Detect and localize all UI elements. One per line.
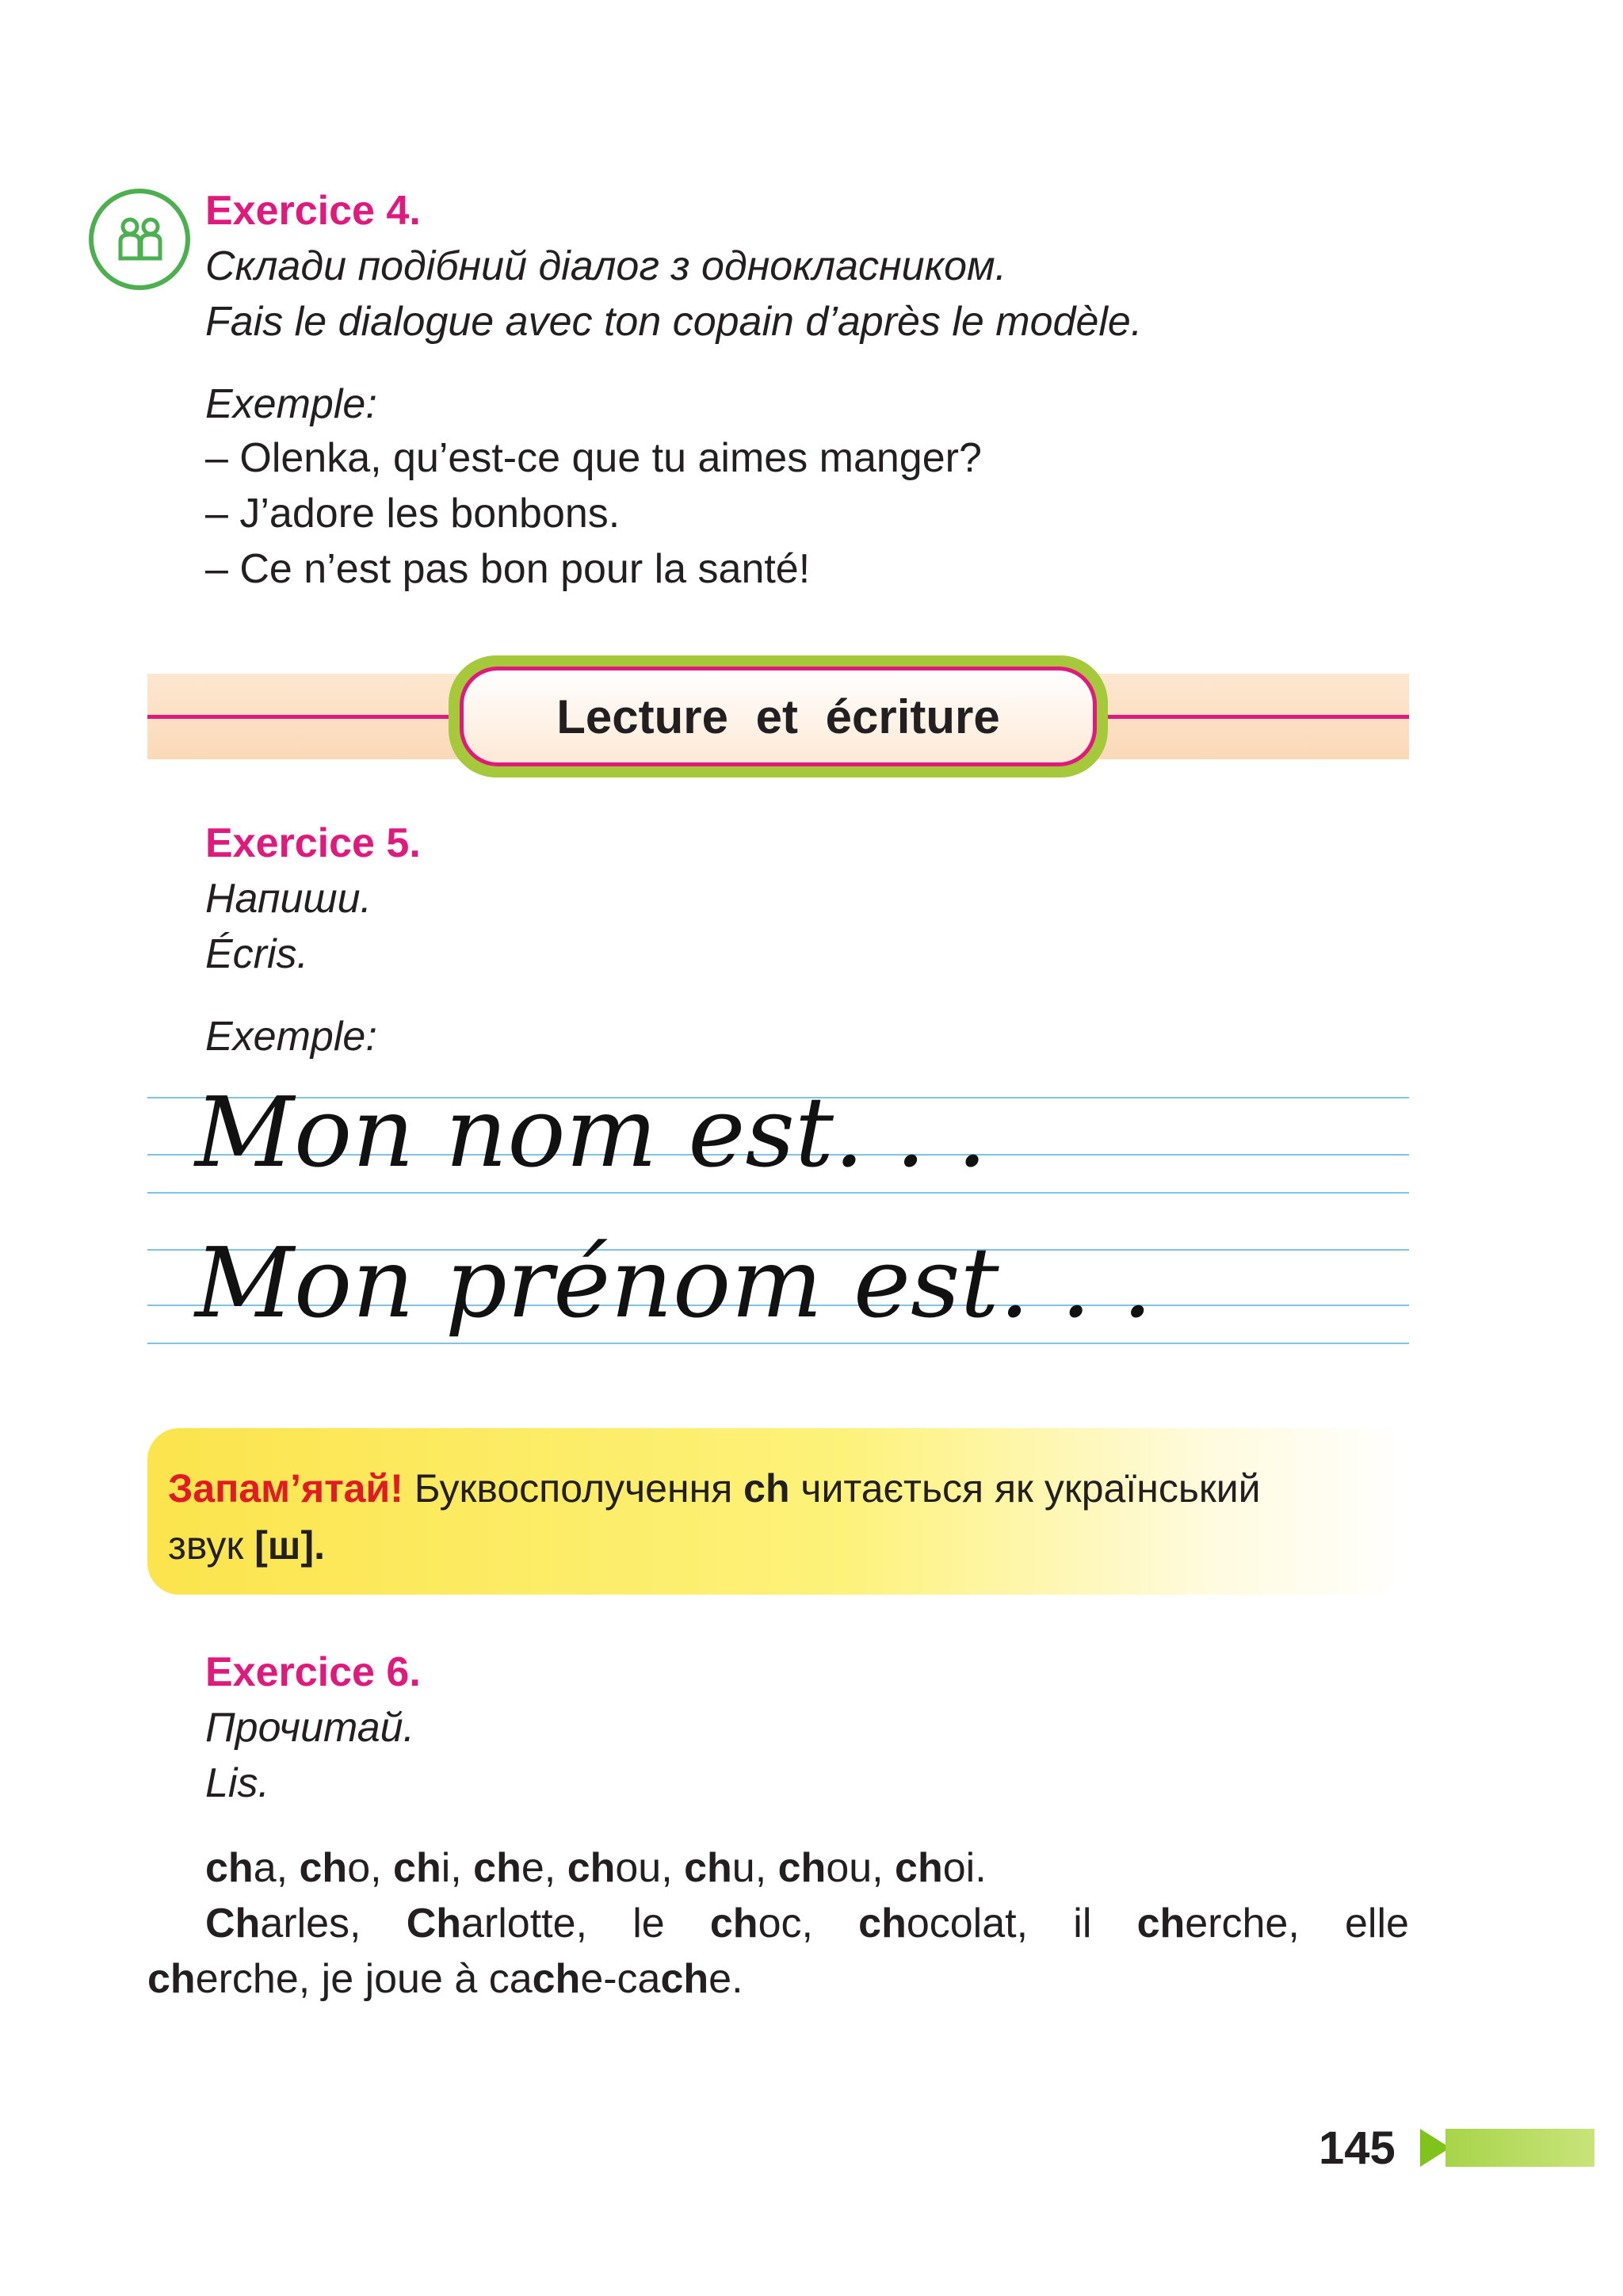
remember-line2-word: звук	[168, 1523, 255, 1568]
pair-work-icon	[89, 189, 190, 290]
dialogue-line: – Olenka, qu’est-ce que tu aimes manger?	[205, 437, 982, 479]
reading-words-line-1: Charles, Charlotte, le choc, chocolat, il cherche, elle	[205, 1901, 1409, 1946]
remember-letters: ch	[743, 1466, 790, 1511]
remember-box	[147, 1428, 1409, 1595]
exercise-5-instruction-uk: Напиши.	[205, 876, 372, 922]
writing-guide-line	[147, 1192, 1409, 1194]
exercise-4-instruction-uk: Склади подібний діалог з однокласником.	[205, 243, 1007, 289]
banner-divider-left	[147, 715, 456, 719]
exercise-6-instruction-fr: Lis.	[205, 1760, 269, 1806]
page-accent-bar	[1445, 2129, 1594, 2167]
exercise-5-example-label: Exemple:	[205, 1014, 377, 1060]
remember-sound: [ш]	[254, 1523, 315, 1568]
reading-syllables: cha, cho, chi, che, chou, chu, chou, choi.	[205, 1845, 987, 1891]
handwriting-line-1: Mon nom est. . .	[195, 1076, 987, 1189]
exercise-6-title: Exercice 6.	[205, 1649, 421, 1695]
exercise-6-instruction-uk: Прочитай.	[205, 1705, 415, 1751]
remember-text-after: читається як український	[789, 1466, 1261, 1511]
dialogue-line: – J’adore les bonbons.	[205, 493, 620, 534]
section-banner-label: Lecture et écriture	[556, 690, 1000, 743]
exercise-5-instruction-fr: Écris.	[205, 931, 308, 977]
exercise-4-example-label: Exemple:	[205, 381, 377, 427]
writing-guide-line	[147, 1343, 1409, 1344]
remember-end: .	[314, 1523, 326, 1568]
remember-label: Запам’ятай!	[168, 1466, 403, 1511]
page-number: 145	[1319, 2122, 1396, 2174]
handwriting-line-2: Mon prénom est. . .	[195, 1227, 1153, 1339]
exercise-4-title: Exercice 4.	[205, 188, 421, 234]
section-banner	[449, 655, 1108, 777]
remember-text-before: Буквосполучення	[403, 1466, 744, 1511]
banner-divider-right	[1102, 715, 1409, 719]
exercise-5-title: Exercice 5.	[205, 820, 421, 866]
reading-words-line-2: cherche, je joue à cache-cache.	[147, 1956, 743, 2002]
dialogue-line: – Ce n’est pas bon pour la santé!	[205, 548, 810, 590]
exercise-4-instruction-fr: Fais le dialogue avec ton copain d’après le modèle.	[205, 299, 1143, 345]
